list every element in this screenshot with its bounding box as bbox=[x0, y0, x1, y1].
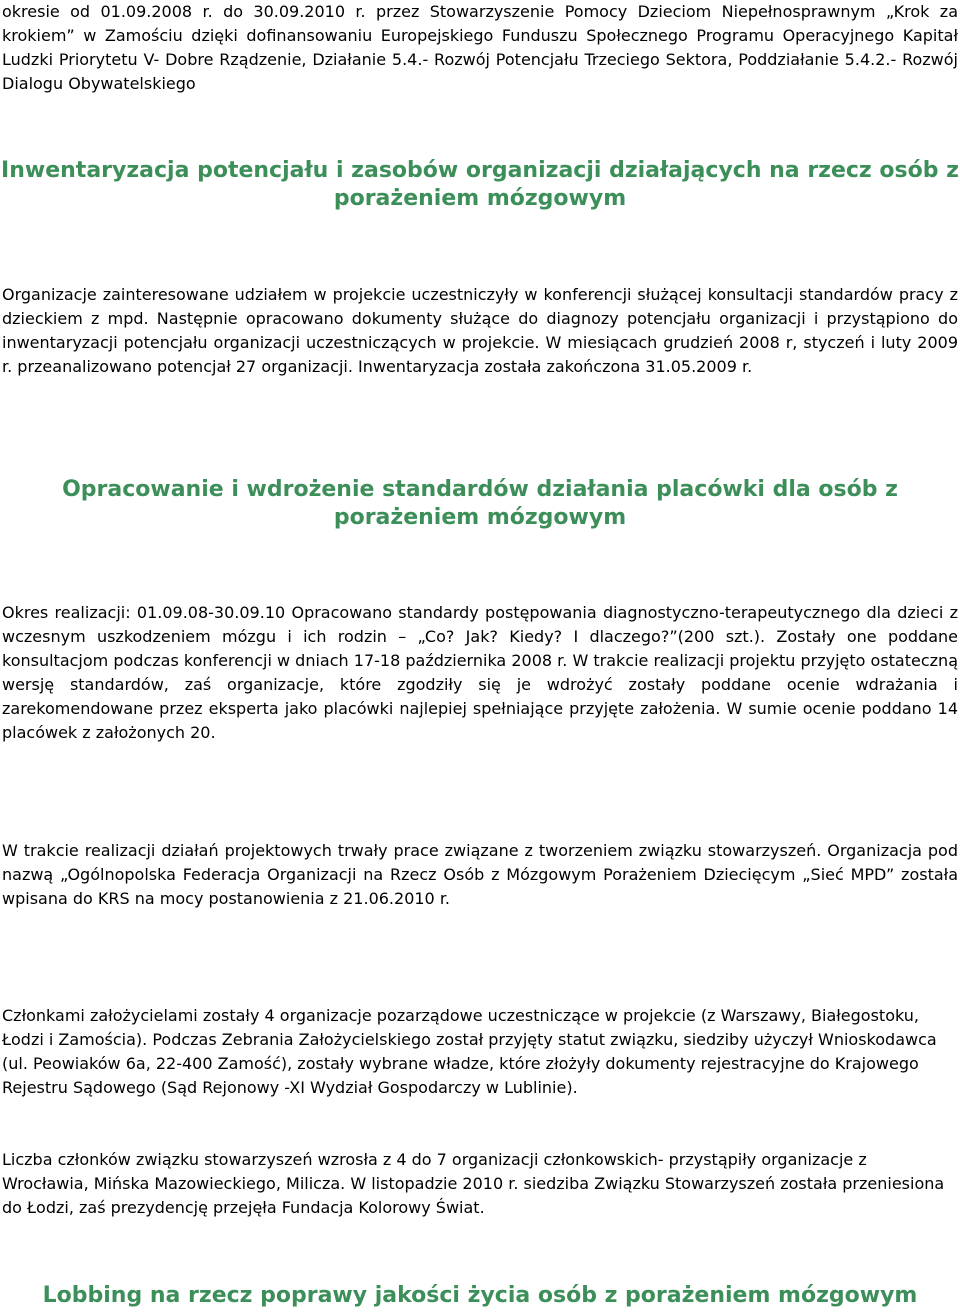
standards-paragraph: Okres realizacji: 01.09.08-30.09.10 Opracowano standardy postępowania diagnostyczno-terapeutycznego dla dzieci z wczesnym uszkodzeniem mózgu i ich rodzin – „Co? Jak? Kiedy? I dlaczego?”(200 szt.). Zostały one poddane konsultacjom podczas konferencji w dniach 17-18 października 2008 r. W trakcie realizacji projektu przyjęto ostateczną wersję standardów, zaś organizacje, które zgodziły się je wdrożyć zostały poddane ocenie wdrażania i zarekomendowane przez eksperta jako placówki najlepiej spełniające przyjęte założenia. W sumie ocenie poddano 14 placówek z założonych 20. bbox=[2, 603, 958, 742]
members-paragraph: Liczba członków związku stowarzyszeń wzrosła z 4 do 7 organizacji członkowskich- przystąpiły organizacje z Wrocławia, Mińska Mazowieckiego, Milicza. W listopadzie 2010 r. siedziba Związku Stowarzyszeń została przeniesiona do Łodzi, zaś prezydencję przejęła Fundacja Kolorowy Świat. bbox=[2, 1150, 945, 1217]
founders-paragraph: Członkami założycielami zostały 4 organizacje pozarządowe uczestniczące w projekcie (z Warszawy, Białegostoku, Łodzi i Zamościa). Podczas Zebrania Założycielskiego został przyjęty statut związku, siedziby użyczył Wnioskodawca (ul. Peowiaków 6a, 22-400 Zamość), zostały wybrane władze, które złożyły dokumenty rejestracyjne do Krajowego Rejestru Sądowego (Sąd Rejonowy -XI Wydział Gospodarczy w Lublinie). bbox=[2, 1006, 937, 1097]
standards-heading: Opracowanie i wdrożenie standardów działania placówki dla osób z porażeniem mózgowym bbox=[62, 477, 898, 530]
inventory-paragraph: Organizacje zainteresowane udziałem w projekcie uczestniczyły w konferencji służącej konsultacji standardów pracy z dzieckiem z mpd. Następnie opracowano dokumenty służące do diagnozy potencjału organizacji i przystąpiono do inwentaryzacji potencjału organizacji uczestniczących w projekcie. W miesiącach grudzień 2008 r, styczeń i luty 2009 r. przeanalizowano potencjał 27 organizacji. Inwentaryzacja została zakończona 31.05.2009 r. bbox=[2, 285, 958, 376]
inventory-heading: Inwentaryzacja potencjału i zasobów organizacji działających na rzecz osób z porażeniem mózgowym bbox=[1, 158, 959, 211]
intro-paragraph: okresie od 01.09.2008 r. do 30.09.2010 r. przez Stowarzyszenie Pomocy Dzieciom Niepełnosprawnym „Krok za krokiem” w Zamościu dzięki dofinansowaniu Europejskiego Funduszu Społecznego Programu Operacyjnego Kapitał Ludzki Priorytetu V- Dobre Rządzenie, Działanie 5.4.- Rozwój Potencjału Trzeciego Sektora, Poddziałanie 5.4.2.- Rozwój Dialogu Obywatelskiego bbox=[2, 2, 958, 93]
federation-paragraph: W trakcie realizacji działań projektowych trwały prace związane z tworzeniem związku stowarzyszeń. Organizacja pod nazwą „Ogólnopolska Federacja Organizacji na Rzecz Osób z Mózgowym Porażeniem Dziecięcym „Sieć MPD” została wpisana do KRS na mocy postanowienia z 21.06.2010 r. bbox=[2, 841, 958, 908]
lobbying-heading: Lobbing na rzecz poprawy jakości życia osób z porażeniem mózgowym bbox=[42, 1283, 918, 1308]
